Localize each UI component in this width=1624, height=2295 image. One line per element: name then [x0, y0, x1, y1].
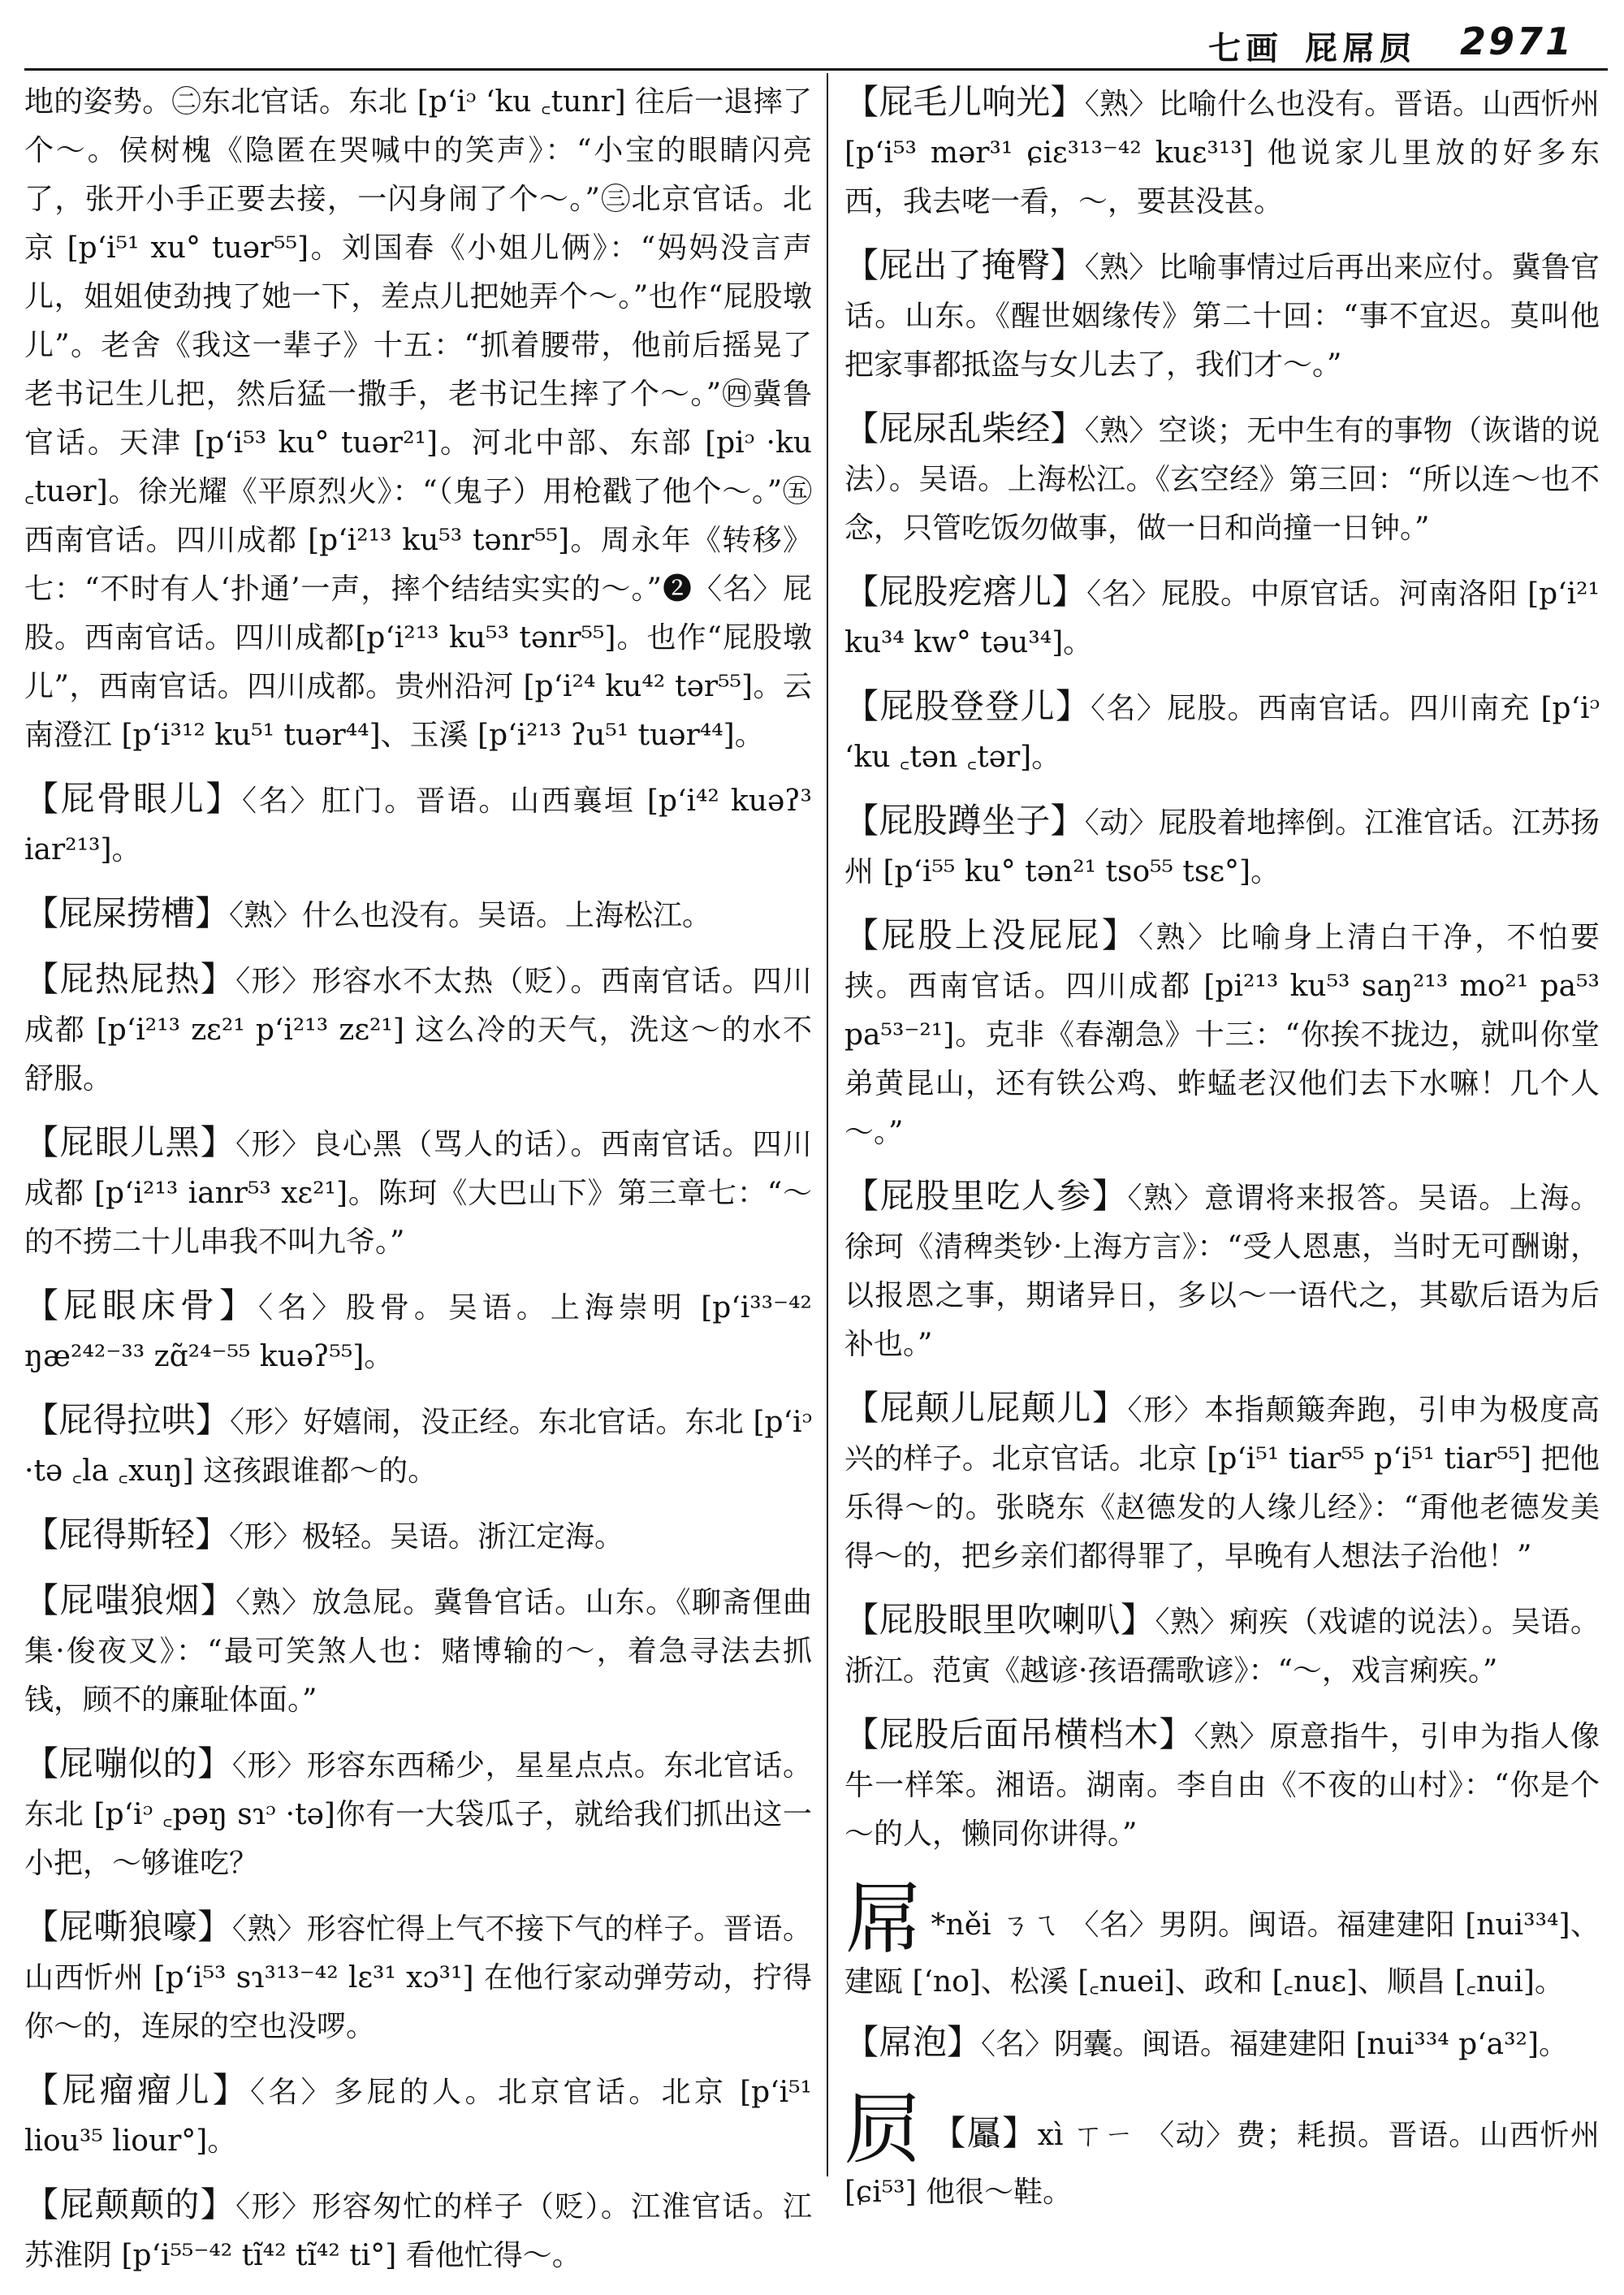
entry-headword: 【屁毛儿响光】: [844, 82, 1085, 122]
right-column: [844, 78, 1600, 2228]
dictionary-entry: [844, 78, 1600, 227]
entry-headword: 【屁出了掩臀】: [844, 245, 1085, 285]
entry-definition: 〈名〉多屁的人。北京官话。北京 [p‘i⁵¹ liou³⁵ liour°]。: [24, 2076, 812, 2158]
dictionary-entry: [24, 1740, 812, 1888]
right-entry-list: [844, 78, 1600, 1859]
character-definition: *něi ㄋㄟ 〈名〉男阴。闽语。福建建阳 [nui³³⁴]、建瓯 [‘no]、松溪 [꜀nuei]、政和 [꜀nuɛ]、顺昌 [꜀nui]。: [844, 1908, 1600, 1999]
entry-definition: 〈熟〉比喻事情过后再出来应付。冀鲁官话。山东。《醒世姻缘传》第二十回：“事不宜迟。莫叫他把家事都抵盗与女儿去了，我们才～。”: [844, 251, 1600, 382]
entry-definition: 〈形〉好嬉闹，没正经。东北官话。东北 [p‘iᵓ ·tə ꜀la ꜀xuŋ] 这孩跟谁都～的。: [24, 1406, 812, 1488]
entry-headword: 【屁热屁热】: [24, 959, 236, 999]
entry-definition: 〈熟〉原意指牛，引申为指人像牛一样笨。湘语。湖南。李自由《不夜的山村》：“你是个～的人，懒同你讲得。”: [844, 1720, 1600, 1851]
column-divider: [827, 73, 828, 2176]
dictionary-entry: [844, 797, 1600, 897]
dictionary-entry: [24, 1576, 812, 1725]
entry-headword: 【屁颠儿屁颠儿】: [844, 1388, 1128, 1428]
entry-headword: 【屁嘣似的】: [24, 1744, 232, 1783]
entry-definition: 〈熟〉形容忙得上气不接下气的样子。晋语。山西忻州 [p‘i⁵³ sɿ³¹³⁻⁴² lɛ³¹ xɔ³¹] 在他行家动弹劳动，拧得你～的，连尿的空也没啰。: [24, 1912, 812, 2043]
entry-definition: 〈熟〉比喻什么也没有。晋语。山西忻州 [p‘i⁵³ mər³¹ ɕiɛ³¹³⁻⁴² kuɛ³¹³] 他说家儿里放的好多东西，我去咾一看，～，要甚没甚。: [844, 88, 1600, 218]
entry-definition: 〈熟〉什么也没有。吴语。上海松江。: [229, 899, 712, 932]
left-entry-list: [24, 775, 812, 2280]
dictionary-entry: [844, 911, 1600, 1157]
dictionary-entry: [844, 682, 1600, 782]
variant-form: 【屭】: [931, 2113, 1038, 2153]
entry-definition: 〈熟〉痢疾（戏谑的说法）。吴语。浙江。范寅《越谚·孩语孺歌谚》：“～，戏言痢疾。”: [844, 1606, 1600, 1688]
continued-entry-text: 地的姿势。㊁东北官话。东北 [p‘iᵓ ‘ku ꜀tunr] 往后一退摔了个～。侯树槐《隐匿在哭喊中的笑声》：“小宝的眼睛闪亮了，张开小手正要去接，一闪身闹了个～。”㊂北京官话。北京 [p‘i⁵¹ xu° tuər⁵⁵]。刘国春《小姐儿俩》：“妈妈没言声儿，姐姐使劲拽了她一下，差点儿把她弄个～。”也作“屁股墩儿”。老舍《我这一辈子》十五：“抓着腰带，他前后摇晃了老书记生儿把，然后猛一撒手，老书记生摔了个～。”㊃冀鲁官话。天津 [p‘i⁵³ ku° tuər²¹]。河北中部、东部 [piᵓ ·ku ꜀tuər]。徐光耀《平原烈火》：“（鬼子）用枪戳了他个～。”㊄西南官话。四川成都 [p‘i²¹³ ku⁵³ tənr⁵⁵]。周永年《转移》七：“不时有人‘扑通’一声，摔个结结实实的～。”❷〈名〉屁股。西南官话。四川成都[p‘i²¹³ ku⁵³ tənr⁵⁵]。也作“屁股墩儿”，西南官话。四川成都。贵州沿河 [p‘i²⁴ ku⁴² tər⁵⁵]。云南澄江 [p‘i³¹² ku⁵¹ tuər⁴⁴]、玉溪 [p‘i²¹³ ʔu⁵¹ tuər⁴⁴]。: [24, 85, 812, 752]
entry-definition: 〈名〉屁股。西南官话。四川南充 [p‘iᵓ ‘ku ꜀tən ꜀tər]。: [844, 692, 1600, 774]
entry-definition: 〈熟〉比喻身上清白干净，不怕要挟。西南官话。四川成都 [pi²¹³ ku⁵³ saŋ²¹³ mo²¹ pa⁵³ pa⁵³⁻²¹]。克非《春潮急》十三：“你挨不拢边，就叫你堂弟黄昆山，还有铁公鸡、蚱蜢老汉他们去下水嘛！几个人～。”: [844, 921, 1600, 1149]
entry-definition: 〈名〉屁股。中原官话。河南洛阳 [p‘i²¹ ku³⁴ kw° təu³⁴]。: [844, 577, 1600, 659]
dictionary-entry: [24, 2066, 812, 2166]
dictionary-entry: [24, 1396, 812, 1496]
dictionary-entry: [24, 2180, 812, 2280]
entry-definition: 〈形〉形容匆忙的样子（贬）。江淮官话。江苏淮阴 [p‘i⁵⁵⁻⁴² tĩ⁴² tĩ⁴² ti°] 看他忙得～。: [24, 2190, 812, 2272]
entry-headword: 【屁屎捞槽】: [24, 893, 230, 933]
headword-character: 屌: [844, 1874, 923, 1964]
entry-definition: 〈形〉形容水不太热（贬）。西南官话。四川成都 [p‘i²¹³ zɛ²¹ p‘i²¹³ zɛ²¹] 这么冷的天气，洗这～的水不舒服。: [24, 965, 812, 1096]
entry-headword: 【屁股蹲坐子】: [844, 801, 1085, 841]
dictionary-entry: [844, 1172, 1600, 1369]
entry-headword: 【屁颠颠的】: [24, 2185, 236, 2224]
entry-headword: 【屁眼床骨】: [24, 1286, 258, 1325]
running-head-characters: 屁屌屃: [1305, 29, 1417, 67]
character-definition: xì ㄒㄧ 〈动〉费；耗损。晋语。山西忻州 [ɕi⁵³] 他很～鞋。: [844, 2119, 1600, 2209]
entry-headword: 【屁股登登儿】: [844, 686, 1091, 726]
dictionary-entry: [24, 775, 812, 875]
entry-definition: 〈形〉良心黑（骂人的话）。西南官话。四川成都 [p‘i²¹³ ianr⁵³ xɛ²¹]。陈珂《大巴山下》第三章七：“～的不捞二十儿串我不叫九爷。”: [24, 1128, 812, 1259]
entry-headword: 【屁嗤狼烟】: [24, 1580, 236, 1620]
entry-headword: 【屁股上没屁屁】: [844, 915, 1139, 955]
dictionary-entry: [24, 1903, 812, 2051]
dictionary-entry: [844, 1596, 1600, 1696]
dictionary-entry: [844, 568, 1600, 668]
page-number: 2971: [1459, 19, 1574, 63]
entry-headword: 【屁骨眼儿】: [24, 779, 243, 819]
entry-definition: 〈熟〉放急屁。冀鲁官话。山东。《聊斋俚曲集·俊夜叉》：“最可笑煞人也：赌博输的～，着急寻法去抓钱，顾不的廉耻体面。”: [24, 1586, 812, 1717]
entry-definition: 〈动〉屁股着地摔倒。江淮官话。江苏扬州 [p‘i⁵⁵ ku° tən²¹ tso⁵⁵ tsɛ°]。: [844, 806, 1600, 888]
entry-headword: 【屁股后面吊横档木】: [844, 1714, 1194, 1754]
entry-definition: 〈熟〉空谈；无中生有的事物（诙谐的说法）。吴语。上海松江。《玄空经》第三回：“所以连～也不念，只管吃饭勿做事，做一日和尚撞一日钟。”: [844, 414, 1600, 545]
dictionary-entry: [24, 889, 812, 940]
dictionary-entry: [24, 955, 812, 1104]
entry-definition: 〈名〉阴囊。闽语。福建建阳 [nui³³⁴ p‘a³²]。: [981, 2028, 1568, 2061]
entry-headword: 【屌泡】: [844, 2022, 982, 2062]
dictionary-entry: [844, 1384, 1600, 1581]
headword-character: 屃: [844, 2084, 924, 2175]
entry-headword: 【屁尿乱柴经】: [844, 408, 1085, 448]
running-head-section: 七画: [1208, 29, 1283, 67]
entry-headword: 【屁眼儿黑】: [24, 1122, 236, 1162]
page-header: [0, 18, 1624, 67]
dictionary-entry: [24, 1281, 812, 1381]
dictionary-entry: [844, 404, 1600, 553]
entry-headword: 【屁股疙瘩儿】: [844, 572, 1087, 612]
entry-definition: 〈熟〉意谓将来报答。吴语。上海。徐珂《清稗类钞·上海方言》：“受人恩惠，当时无可酬谢，以报恩之事，期诸异日，多以～一语代之，其歇后语为后补也。”: [844, 1182, 1600, 1361]
left-column: [24, 78, 812, 2295]
entry-headword: 【屁瘤瘤儿】: [24, 2070, 251, 2110]
entry-headword: 【屁股眼里吹喇叭】: [844, 1600, 1155, 1640]
dictionary-entry: [844, 241, 1600, 390]
dictionary-entry: [844, 1710, 1600, 1859]
entry-headword: 【屁嘶狼嚎】: [24, 1907, 232, 1947]
dictionary-entry: [24, 1511, 812, 1562]
entry-definition: 〈形〉形容东西稀少，星星点点。东北官话。东北 [p‘iᵓ ꜀pəŋ sɿᵓ ·tə]你有一大袋瓜子，就给我们抓出这一小把，～够谁吃？: [24, 1749, 812, 1880]
character-entry: [844, 2084, 1600, 2217]
entry-definition: 〈形〉极轻。吴语。浙江定海。: [229, 1520, 624, 1554]
entry-definition: 〈形〉本指颠簸奔跑，引申为极度高兴的样子。北京官话。北京 [p‘i⁵¹ tiar⁵⁵ p‘i⁵¹ tiar⁵⁵] 把他乐得～的。张晓东《赵德发的人缘儿经》：“甭他老德发美得～的，把乡亲们都得罪了，早晚有人想法子治他！”: [844, 1394, 1600, 1573]
dictionary-entry: [24, 1118, 812, 1267]
character-entry: [844, 1874, 1600, 2007]
entry-headword: 【屁得斯轻】: [24, 1515, 230, 1554]
dictionary-entry: [844, 2018, 1600, 2069]
entry-headword: 【屁股里吃人参】: [844, 1176, 1128, 1216]
entry-headword: 【屁得拉哄】: [24, 1400, 230, 1440]
entry-definition: 〈名〉股骨。吴语。上海崇明 [p‘i³³⁻⁴² ŋæ²⁴²⁻³³ zɑ̃²⁴⁻⁵⁵ kuəʔ⁵⁵]。: [24, 1291, 812, 1373]
entry-definition: 〈名〉肛门。晋语。山西襄垣 [p‘i⁴² kuəʔ³ iar²¹³]。: [24, 784, 812, 867]
header-rule: [24, 68, 1608, 71]
